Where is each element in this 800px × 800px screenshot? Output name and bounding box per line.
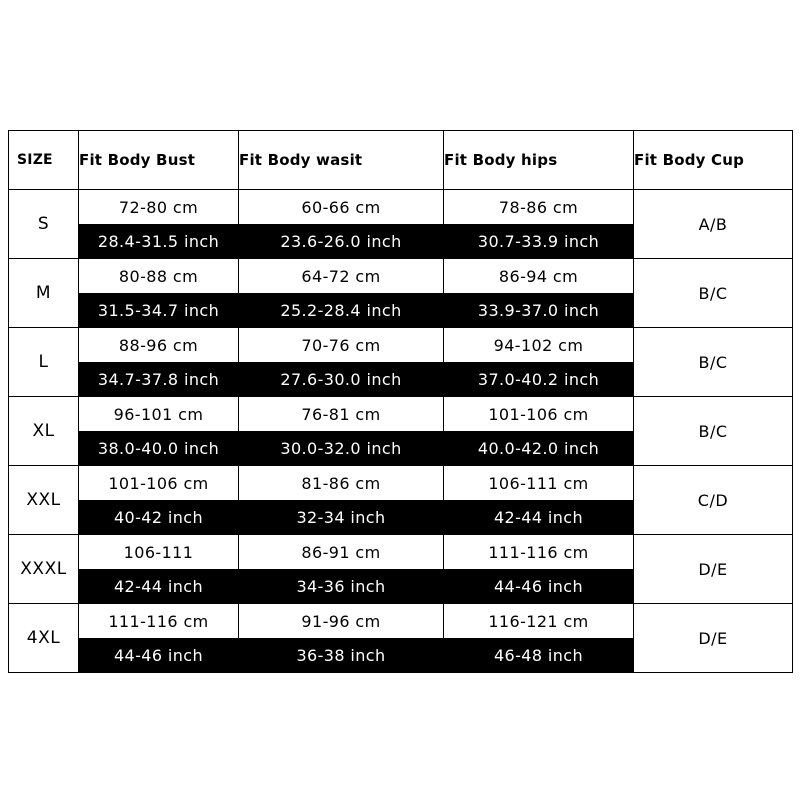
waist-cm-value: 86-91 cm xyxy=(239,535,444,570)
size-label: S xyxy=(9,190,79,259)
column-header-size: SIZE xyxy=(9,131,79,190)
column-header-bust: Fit Body Bust xyxy=(79,131,239,190)
hips-inch-value: 46-48 inch xyxy=(444,638,634,673)
table-row xyxy=(9,466,793,501)
table-row xyxy=(9,535,793,570)
hips-inch-value: 33.9-37.0 inch xyxy=(444,293,634,328)
hips-inch-value: 30.7-33.9 inch xyxy=(444,224,634,259)
bust-cm-value: 72-80 cm xyxy=(79,190,239,225)
bust-inch-value: 31.5-34.7 inch xyxy=(79,293,239,328)
hips-cm-value: 116-121 cm xyxy=(444,604,634,639)
bust-inch-value: 38.0-40.0 inch xyxy=(79,431,239,466)
cup-value: B/C xyxy=(634,397,793,466)
hips-inch-value: 37.0-40.2 inch xyxy=(444,362,634,397)
column-header-cup: Fit Body Cup xyxy=(634,131,793,190)
waist-inch-value: 36-38 inch xyxy=(239,638,444,673)
hips-cm-value: 111-116 cm xyxy=(444,535,634,570)
waist-cm-value: 91-96 cm xyxy=(239,604,444,639)
cup-value: D/E xyxy=(634,535,793,604)
table-row xyxy=(9,259,793,294)
waist-inch-value: 30.0-32.0 inch xyxy=(239,431,444,466)
size-label: M xyxy=(9,259,79,328)
hips-cm-value: 78-86 cm xyxy=(444,190,634,225)
bust-inch-value: 28.4-31.5 inch xyxy=(79,224,239,259)
size-chart-table xyxy=(8,130,793,673)
waist-cm-value: 76-81 cm xyxy=(239,397,444,432)
size-label: L xyxy=(9,328,79,397)
waist-inch-value: 32-34 inch xyxy=(239,500,444,535)
size-label: XXXL xyxy=(9,535,79,604)
hips-cm-value: 101-106 cm xyxy=(444,397,634,432)
waist-inch-value: 27.6-30.0 inch xyxy=(239,362,444,397)
cup-value: A/B xyxy=(634,190,793,259)
cup-value: C/D xyxy=(634,466,793,535)
bust-inch-value: 34.7-37.8 inch xyxy=(79,362,239,397)
bust-inch-value: 40-42 inch xyxy=(79,500,239,535)
hips-inch-value: 40.0-42.0 inch xyxy=(444,431,634,466)
size-label: 4XL xyxy=(9,604,79,673)
size-label: XXL xyxy=(9,466,79,535)
bust-cm-value: 96-101 cm xyxy=(79,397,239,432)
waist-inch-value: 23.6-26.0 inch xyxy=(239,224,444,259)
cup-value: B/C xyxy=(634,328,793,397)
waist-cm-value: 64-72 cm xyxy=(239,259,444,294)
hips-inch-value: 42-44 inch xyxy=(444,500,634,535)
column-header-hips: Fit Body hips xyxy=(444,131,634,190)
hips-cm-value: 94-102 cm xyxy=(444,328,634,363)
header-row xyxy=(9,131,793,190)
waist-inch-value: 34-36 inch xyxy=(239,569,444,604)
bust-inch-value: 44-46 inch xyxy=(79,638,239,673)
cup-value: D/E xyxy=(634,604,793,673)
waist-cm-value: 81-86 cm xyxy=(239,466,444,501)
waist-inch-value: 25.2-28.4 inch xyxy=(239,293,444,328)
size-label: XL xyxy=(9,397,79,466)
table-row xyxy=(9,397,793,432)
bust-inch-value: 42-44 inch xyxy=(79,569,239,604)
table-row xyxy=(9,190,793,225)
table-body xyxy=(9,190,793,673)
table-row xyxy=(9,604,793,639)
table-header xyxy=(9,131,793,190)
bust-cm-value: 80-88 cm xyxy=(79,259,239,294)
bust-cm-value: 111-116 cm xyxy=(79,604,239,639)
waist-cm-value: 60-66 cm xyxy=(239,190,444,225)
hips-inch-value: 44-46 inch xyxy=(444,569,634,604)
bust-cm-value: 101-106 cm xyxy=(79,466,239,501)
column-header-waist: Fit Body wasit xyxy=(239,131,444,190)
bust-cm-value: 88-96 cm xyxy=(79,328,239,363)
hips-cm-value: 106-111 cm xyxy=(444,466,634,501)
bust-cm-value: 106-111 xyxy=(79,535,239,570)
hips-cm-value: 86-94 cm xyxy=(444,259,634,294)
cup-value: B/C xyxy=(634,259,793,328)
waist-cm-value: 70-76 cm xyxy=(239,328,444,363)
table-row xyxy=(9,328,793,363)
